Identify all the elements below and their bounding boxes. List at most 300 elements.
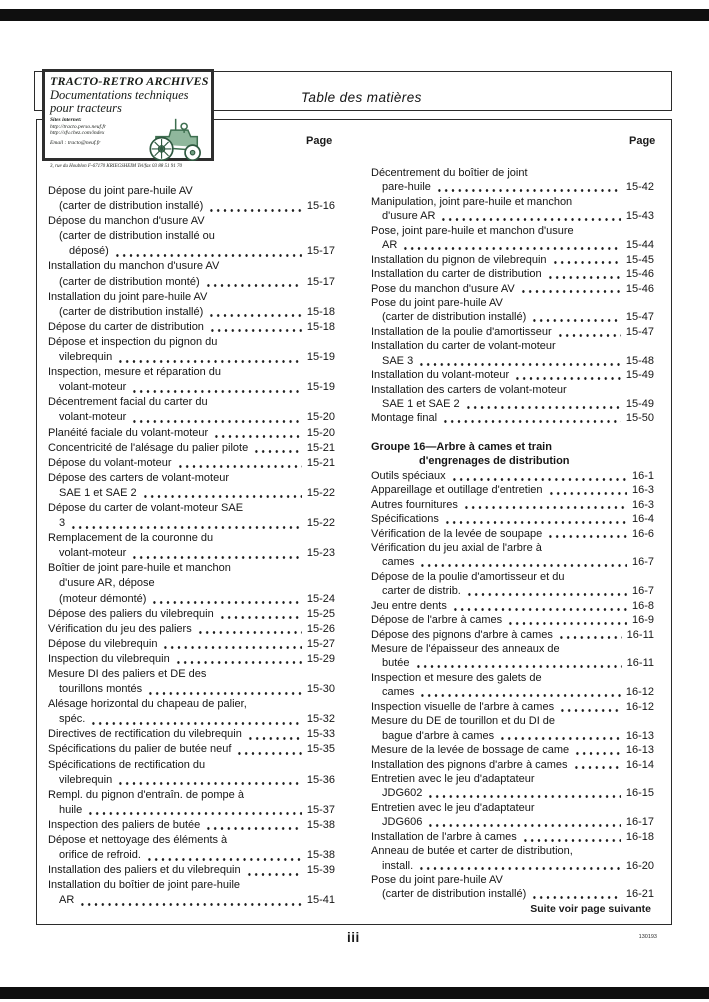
dot-leader [507,613,627,627]
dot-leader [440,209,620,223]
toc-page-number: 15-46 [625,268,654,281]
dot-leader [213,426,302,441]
toc-entry-line [48,727,335,742]
dot-leader [402,238,621,252]
toc-entry-text: pare-huile [382,181,431,194]
dot-leader [205,275,302,290]
toc-entry-text: vilebrequin [59,351,113,364]
toc-page-number: 15-26 [306,622,335,635]
toc-entry-text: Dépose du carter de volant-moteur SAE [48,501,244,514]
page-column-label-left: Page [306,135,333,147]
toc-entry-text: tourillons montés [59,683,143,696]
dot-leader [177,456,302,471]
toc-entry-text: Inspection du vilebrequin [48,652,170,665]
toc-page-number: 15-22 [306,486,335,499]
toc-entry-line [48,456,335,471]
toc-entry-text: JDG602 [382,787,423,800]
toc-page-number: 16-13 [625,729,654,742]
toc-entry-text: Planéité faciale du volant-moteur [48,426,209,439]
dot-leader [452,599,627,613]
toc-entry-line [371,469,654,483]
toc-entry-text: Inspection et mesure des galets de [371,671,542,684]
toc-entry-line [371,166,654,180]
toc-entry-text: Décentrement du boîtier de joint [371,167,528,179]
toc-page-number: 16-21 [625,888,654,901]
dot-leader [547,527,627,541]
toc-entry-line [48,742,335,757]
toc-entry-line [48,622,335,637]
toc-entry-text: Installation du volant-moteur [371,369,510,382]
toc-entry-text: Installation du carter de distribution [371,268,542,281]
toc-page-number: 15-39 [306,864,335,877]
logo-sites-label: Sites internet: [50,117,82,123]
toc-page-number: 16-14 [625,758,654,771]
dot-leader [79,893,302,908]
toc-entry-line [371,397,654,411]
toc-entry-text: Installation du boîtier de joint pare-huile [48,879,241,892]
toc-frame [36,119,672,925]
dot-leader [219,607,302,622]
toc-entry-text: déposé) [69,245,109,258]
dot-leader [548,483,627,497]
dot-leader [209,320,302,335]
toc-entry-line [48,788,335,803]
toc-page-number: 15-46 [625,282,654,295]
toc-entry-line [48,667,335,682]
toc-entry-text: d'usure AR, dépose [59,577,155,590]
toc-entry-text: Concentricité de l'alésage du palier pilote [48,441,249,454]
dot-leader [442,411,621,425]
logo-email: Email : tracto@neuf.fr [50,139,101,146]
toc-entry-text: orifice de refroid. [59,849,141,862]
toc-page-number: 15-36 [306,773,335,786]
toc-column-left [48,184,335,909]
toc-entry-line [371,656,654,670]
toc-entry-text: Dépose du joint pare-huile AV [48,185,193,197]
logo-url-2: http://sfv.chez.com/index [50,130,105,137]
toc-entry-line [371,282,654,296]
toc-entry-text: huile [59,803,83,816]
toc-entry-line [48,259,335,274]
print-code: 130193 [638,934,657,940]
toc-entry-line [48,441,335,456]
toc-entry-text: Boîtier de joint pare-huile et manchon [48,562,231,575]
toc-entry-text: Inspection, mesure et réparation du [48,366,222,379]
toc-entry-line [371,815,654,829]
toc-entry-text: Installation des carters de volant-moteur [371,383,567,396]
toc-entry-text: Vérification du jeu axial de l'arbre à [371,541,542,554]
logo-address: 3, rue du Houblon F-67170 KRIEGSHEIM Tel/fax 03 88 51 91 70 [50,164,183,169]
toc-entry-text: Dépose des paliers du vilebrequin [48,607,214,620]
toc-page-number: 16-3 [631,484,654,497]
toc-entry-line [371,411,654,425]
toc-entry-text: Pose du joint pare-huile AV [371,874,503,886]
toc-page-number: 16-4 [631,513,654,526]
toc-entry-line [48,244,335,259]
toc-entry-line [48,848,335,863]
dot-leader [522,830,621,844]
toc-page-number: 15-44 [625,239,654,252]
toc-page-number: 15-23 [306,547,335,560]
dot-leader [436,180,621,194]
toc-page-number: 16-11 [626,657,654,670]
toc-page-number: 15-21 [306,441,335,454]
toc-entry-text: Inspection des paliers de butée [48,818,201,831]
toc-entry-text: Vérification de la levée de soupape [371,527,543,540]
toc-entry-line [371,844,654,858]
toc-entry-text: AR [59,894,75,907]
toc-page-number: 15-33 [306,728,335,741]
toc-entry-text: Spécifications du palier de butée neuf [48,743,232,756]
dot-leader [531,310,621,324]
dot-leader [466,584,627,598]
dot-leader [162,637,301,652]
toc-page-number: 15-21 [306,456,335,469]
toc-entry-text: volant-moteur [59,381,127,394]
dot-leader [175,652,302,667]
dot-leader [531,887,621,901]
dot-leader [197,622,302,637]
dot-leader [247,727,302,742]
toc-entry-text: Jeu entre dents [371,599,447,612]
toc-page-number: 15-38 [306,818,335,831]
toc-page-number: 15-20 [306,411,335,424]
toc-entry-text: Installation du carter de volant-moteur [371,340,556,353]
toc-entry-line [48,637,335,652]
toc-entry-text: Dépose et nettoyage des éléments à [48,834,228,847]
toc-entry-text: carter de distrib. [382,585,461,598]
toc-entry-text: cames [382,556,415,569]
toc-entry-line [371,801,654,815]
toc-entry-text: Spécifications de rectification du [48,758,206,771]
toc-entry-line [371,628,654,642]
toc-entry-text: Alésage horizontal du chapeau de palier, [48,698,247,711]
dot-leader [236,742,301,757]
dot-leader [87,803,302,818]
dot-leader [246,863,302,878]
toc-entry-line [371,339,654,353]
toc-page-number: 15-47 [625,325,654,338]
dot-leader [419,555,627,569]
toc-entry-line [371,483,654,497]
page-title: Table des matières [301,90,422,105]
toc-entry-text: Rempl. du pignon d'entraîn. de pompe à [48,788,244,801]
toc-entry-line [48,697,335,712]
toc-page-number: 15-16 [306,200,335,213]
toc-page-number: 15-35 [306,743,335,756]
toc-entry-text: Installation des pignons d'arbre à cames [371,758,568,771]
toc-entry-line [371,714,654,728]
toc-entry-line [48,803,335,818]
dot-leader [465,397,621,411]
toc-entry-line [371,555,654,569]
folio-page-number: iii [347,930,360,945]
toc-entry-text: (carter de distribution installé) [382,888,527,901]
toc-entry-line [48,516,335,531]
dot-leader [427,786,621,800]
toc-entry-line [371,180,654,194]
toc-entry-text: Dépose de la poulie d'amortisseur et du [371,570,565,583]
toc-page-number: 16-12 [625,686,654,699]
toc-entry-line [48,576,335,591]
dot-leader [117,350,302,365]
toc-entry-line [371,613,654,627]
dot-leader [463,498,627,512]
dot-leader [547,267,621,281]
toc-entry-text: Directives de rectification du vilebrequin [48,728,242,741]
page-column-label-right: Page [629,135,656,147]
toc-entry-line [48,893,335,908]
toc-entry-text: JDG606 [382,816,423,829]
toc-entry-text: Mesure du DE de tourillon et du DI de [371,715,556,728]
toc-entry-line [48,350,335,365]
toc-page-number: 16-15 [625,787,654,800]
dot-leader [147,682,302,697]
dot-leader [419,685,620,699]
toc-entry-text: Dépose du volant-moteur [48,456,172,469]
toc-entry-text: Vérification du jeu des paliers [48,622,192,635]
dot-leader [574,743,621,757]
toc-entry-line [48,335,335,350]
toc-entry-line [371,512,654,526]
toc-entry-text: Manipulation, joint pare-huile et manchon [371,195,573,208]
continuation-note: Suite voir page suivante [530,903,651,915]
toc-entry-text: Montage final [371,412,438,425]
dot-leader [151,592,301,607]
dot-leader [415,656,622,670]
dot-leader [451,469,627,483]
toc-page-number: 15-17 [306,245,335,258]
toc-page-number: 15-38 [306,849,335,862]
toc-entry-line [371,310,654,324]
toc-entry-line [371,541,654,555]
toc-entry-text: (carter de distribution installé) [382,311,527,324]
toc-entry-line [48,229,335,244]
toc-entry-text: Installation du pignon de vilebrequin [371,253,547,266]
toc-entry-text: spéc. [59,713,86,726]
logo-title: TRACTO-RETRO ARCHIVES [50,74,209,88]
toc-page-number: 15-41 [306,894,335,907]
toc-entry-line [48,878,335,893]
toc-column-right [371,166,654,902]
toc-entry-line [48,365,335,380]
toc-entry-text: SAE 1 et SAE 2 [382,398,460,410]
toc-entry-text: Dépose du carter de distribution [48,320,204,333]
logo-subtitle-line1: Documentations techniques [50,88,189,102]
toc-entry-line [371,729,654,743]
toc-entry-text: Dépose et inspection du pignon du [48,335,218,348]
toc-entry-text: bague d'arbre à cames [382,729,495,742]
toc-entry-text: SAE 1 et SAE 2 [59,486,137,499]
toc-entry-line [48,486,335,501]
dot-leader [70,516,302,531]
toc-entry-line [371,887,654,901]
toc-page-number: 15-45 [625,253,654,266]
toc-entry-line [48,561,335,576]
bottom-registration-bar [0,987,709,999]
top-registration-bar [0,9,709,21]
toc-entry-line [371,368,654,382]
toc-entry-line [371,238,654,252]
toc-entry-line [48,682,335,697]
toc-entry-line [371,599,654,613]
toc-entry-line [48,199,335,214]
toc-entry-text: Installation des paliers et du vilebrequin [48,864,241,877]
dot-leader [558,628,622,642]
toc-entry-line [371,700,654,714]
toc-page-number: 16-11 [626,628,654,641]
toc-page-number: 16-3 [631,498,654,511]
toc-entry-text: (carter de distribution installé ou [59,230,215,243]
dot-leader [418,354,621,368]
toc-entry-line [48,471,335,486]
toc-entry-line [48,833,335,848]
toc-entry-line [48,305,335,320]
toc-entry-line [48,863,335,878]
dot-leader [208,199,302,214]
toc-page-number: 15-32 [306,713,335,726]
toc-entry-line [371,584,654,598]
toc-entry-line [371,354,654,368]
toc-page-number: 15-49 [625,398,654,410]
toc-page-number: 15-27 [306,637,335,650]
toc-page-number: 15-19 [306,381,335,394]
dot-leader [573,758,621,772]
logo-contact-block [50,117,146,163]
toc-entry-line [371,527,654,541]
toc-page-number: 16-8 [631,599,654,612]
toc-entry-text: (carter de distribution installé) [59,305,204,318]
toc-entry-line [48,320,335,335]
dot-leader [253,441,302,456]
toc-entry-line [48,410,335,425]
toc-page-number: 15-43 [625,210,654,223]
toc-entry-line [371,570,654,584]
toc-entry-line [48,214,335,229]
toc-entry-line [48,380,335,395]
toc-page-number: 15-37 [306,803,335,816]
toc-page-number: 15-24 [306,592,335,605]
logo-url-1: http://tracto.perso.neuf.fr [50,123,107,130]
toc-group-heading [371,454,654,468]
toc-entry-text: Groupe 16—Arbre à cames et train [371,440,552,453]
toc-entry-text: Pose du manchon d'usure AV [371,282,515,295]
dot-leader [418,859,621,873]
toc-entry-text: AR [382,239,398,252]
toc-entry-text: Installation de l'arbre à cames [371,830,517,843]
toc-page-number: 15-18 [306,320,335,333]
toc-entry-text: Décentrement facial du carter du [48,396,208,409]
toc-entry-text: Pose, joint pare-huile et manchon d'usure [371,224,574,237]
toc-entry-line [371,859,654,873]
toc-entry-text: Dépose des carters de volant-moteur [48,471,229,484]
toc-entry-line [371,209,654,223]
toc-page-number: 15-50 [625,412,654,425]
dot-leader [514,368,621,382]
dot-leader [131,546,302,561]
toc-entry-line [48,531,335,546]
toc-page-number: 16-6 [631,527,654,540]
toc-entry-text: SAE 3 [382,354,414,367]
toc-entry-line [48,592,335,607]
toc-page-number: 16-12 [625,700,654,713]
dot-leader [427,815,621,829]
toc-page-number: 15-48 [625,354,654,367]
toc-entry-text: Pose du joint pare-huile AV [371,296,503,309]
toc-entry-line [48,652,335,667]
dot-leader [557,325,621,339]
toc-entry-text: install. [382,859,414,872]
toc-page-number: 15-19 [306,351,335,364]
toc-entry-line [48,818,335,833]
dot-leader [444,512,627,526]
toc-entry-text: Dépose des pignons d'arbre à cames [371,628,553,641]
toc-group-heading [371,440,654,454]
toc-entry-text: Dépose du manchon d'usure AV [48,215,205,228]
dot-leader [131,380,302,395]
toc-entry-text: volant-moteur [59,547,127,560]
dot-leader [114,244,302,259]
toc-entry-text: 3 [59,517,66,530]
toc-page-number: 15-49 [625,369,654,382]
toc-entry-text: d'engrenages de distribution [419,455,570,468]
toc-entry-line [371,685,654,699]
toc-entry-text: Installation du joint pare-huile AV [48,290,208,303]
toc-entry-text: volant-moteur [59,411,127,424]
dot-leader [205,818,302,833]
dot-leader [520,282,621,296]
toc-page-number: 15-20 [306,426,335,439]
toc-entry-text: Installation de la poulie d'amortisseur [371,325,552,338]
toc-page-number: 16-9 [631,614,654,627]
toc-entry-line [371,830,654,844]
dot-leader [142,486,302,501]
toc-entry-line [48,758,335,773]
toc-entry-line [48,290,335,305]
toc-entry-text: d'usure AR [382,210,436,223]
toc-page-number: 15-42 [625,181,654,194]
toc-entry-line [371,772,654,786]
toc-entry-line [371,786,654,800]
toc-entry-line [371,873,654,887]
toc-entry-line [48,712,335,727]
toc-page-number: 16-13 [625,744,654,757]
toc-entry-text: Mesure de l'épaisseur des anneaux de [371,643,560,655]
toc-entry-text: Dépose de l'arbre à cames [371,614,503,627]
toc-page-number: 16-18 [625,830,654,843]
toc-entry-line [48,426,335,441]
toc-entry-line [371,498,654,512]
toc-page-number: 15-30 [306,683,335,696]
toc-entry-line [48,184,335,199]
toc-entry-text: Outils spéciaux [371,469,446,482]
toc-page-number: 15-25 [306,607,335,620]
publisher-logo [42,69,214,169]
toc-entry-line [48,395,335,410]
dot-leader [146,848,302,863]
toc-page-number: 15-22 [306,517,335,530]
toc-entry-line [48,501,335,516]
toc-entry-text: Entretien avec le jeu d'adaptateur [371,801,535,814]
dot-leader [559,700,621,714]
toc-page-number: 16-7 [631,556,654,569]
dot-leader [552,253,621,267]
toc-entry-text: cames [382,686,415,699]
toc-page-number: 16-7 [631,585,654,598]
toc-page-number: 15-17 [306,275,335,288]
toc-page-number: 15-18 [306,305,335,318]
toc-page-number: 16-1 [631,469,654,482]
